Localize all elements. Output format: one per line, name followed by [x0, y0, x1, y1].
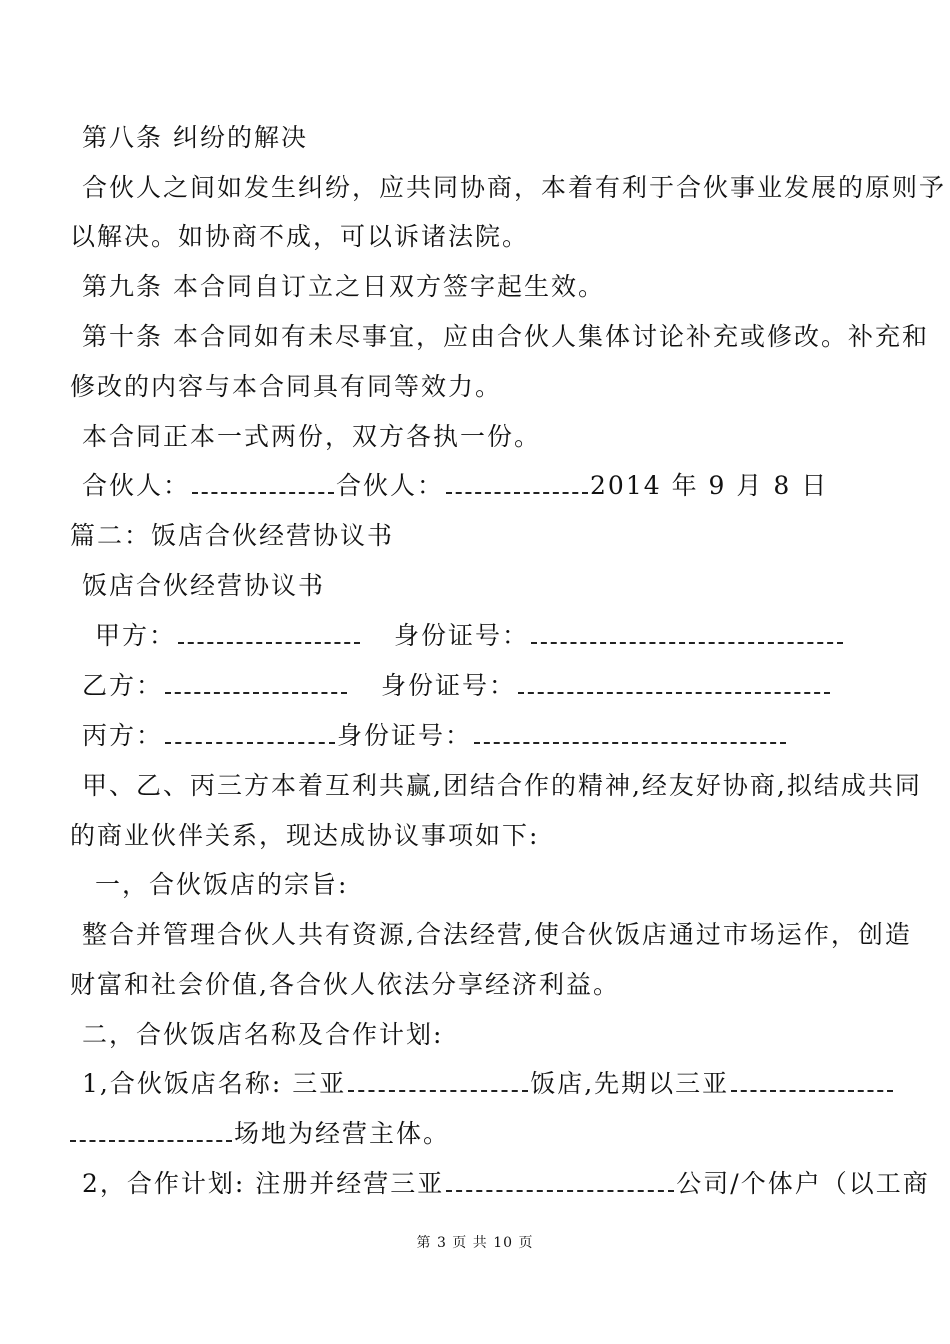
article8-heading: 第八条 纠纷的解决 — [82, 123, 308, 152]
intro-line1: 甲、乙、丙三方本着互利共赢,团结合作的精神,经友好协商,拟结成共同 — [82, 771, 922, 800]
party-c-name-blank — [165, 722, 335, 744]
partner-blank-1 — [192, 472, 334, 494]
part2-heading: 篇二：饭店合伙经营协议书 — [70, 521, 395, 550]
article10-line2: 修改的内容与本合同具有同等效力。 — [70, 372, 503, 401]
section1-line1: 整合并管理合伙人共有资源,合法经营,使合伙饭店通过市场运作，创造 — [82, 920, 912, 949]
party-b-name-blank — [165, 672, 347, 694]
party-c-id-label: 身份证号： — [337, 721, 473, 750]
article8-body-line2: 以解决。如协商不成，可以诉诸法院。 — [70, 222, 530, 251]
party-a-label: 甲方： — [95, 621, 177, 650]
item1-end: 场地为经营主体。 — [234, 1119, 451, 1148]
party-a-id-label: 身份证号： — [393, 621, 529, 650]
section2-title: 二，合伙饭店名称及合作计划: — [82, 1020, 444, 1049]
copies-text: 本合同正本一式两份，双方各执一份。 — [82, 422, 542, 451]
party-b-id-label: 身份证号： — [380, 671, 516, 700]
item1-line1 — [82, 1069, 895, 1099]
article8-body-line1: 合伙人之间如发生纠纷，应共同协商，本着有利于合伙事业发展的原则予 — [82, 173, 947, 202]
site-blank-1 — [731, 1070, 893, 1092]
page-footer: 第 3 页 共 10 页 — [416, 1235, 534, 1251]
party-a-id-blank — [531, 622, 843, 644]
restaurant-name-blank — [348, 1070, 528, 1092]
item1-label: 1,合伙饭店名称: 三亚 — [82, 1069, 347, 1098]
party-c-label: 丙方： — [82, 721, 164, 750]
item2-end: 公司/个体户（以工商 — [676, 1169, 930, 1198]
intro-line2: 的商业伙伴关系，现达成协议事项如下: — [70, 821, 540, 850]
signature-line — [82, 471, 828, 501]
item1-line2 — [70, 1119, 450, 1149]
article9-text: 第九条 本合同自订立之日双方签字起生效。 — [82, 272, 605, 301]
party-b-id-blank — [518, 672, 830, 694]
section1-line2: 财富和社会价值,各合伙人依法分享经济利益。 — [70, 970, 620, 999]
party-a-line — [95, 621, 845, 651]
company-name-blank — [446, 1170, 674, 1192]
party-b-line — [82, 671, 832, 701]
party-c-line — [82, 721, 788, 751]
item2-label: 2，合作计划: 注册并经营三亚 — [82, 1169, 445, 1198]
signing-date: 2014 年 9 月 8 日 — [590, 471, 829, 500]
party-b-label: 乙方： — [82, 671, 164, 700]
partner-label-1: 合伙人： — [82, 471, 191, 500]
partner-label-2: 合伙人： — [336, 471, 445, 500]
part2-title: 饭店合伙经营协议书 — [82, 571, 326, 600]
item2-line1 — [82, 1169, 930, 1199]
site-blank-2 — [70, 1120, 232, 1142]
section1-title: 一，合伙饭店的宗旨: — [95, 870, 349, 899]
partner-blank-2 — [446, 472, 588, 494]
item1-mid: 饭店,先期以三亚 — [530, 1069, 730, 1098]
article10-line1: 第十条 本合同如有未尽事宜，应由合伙人集体讨论补充或修改。补充和 — [82, 322, 929, 351]
party-a-name-blank — [178, 622, 360, 644]
party-c-id-blank — [474, 722, 786, 744]
